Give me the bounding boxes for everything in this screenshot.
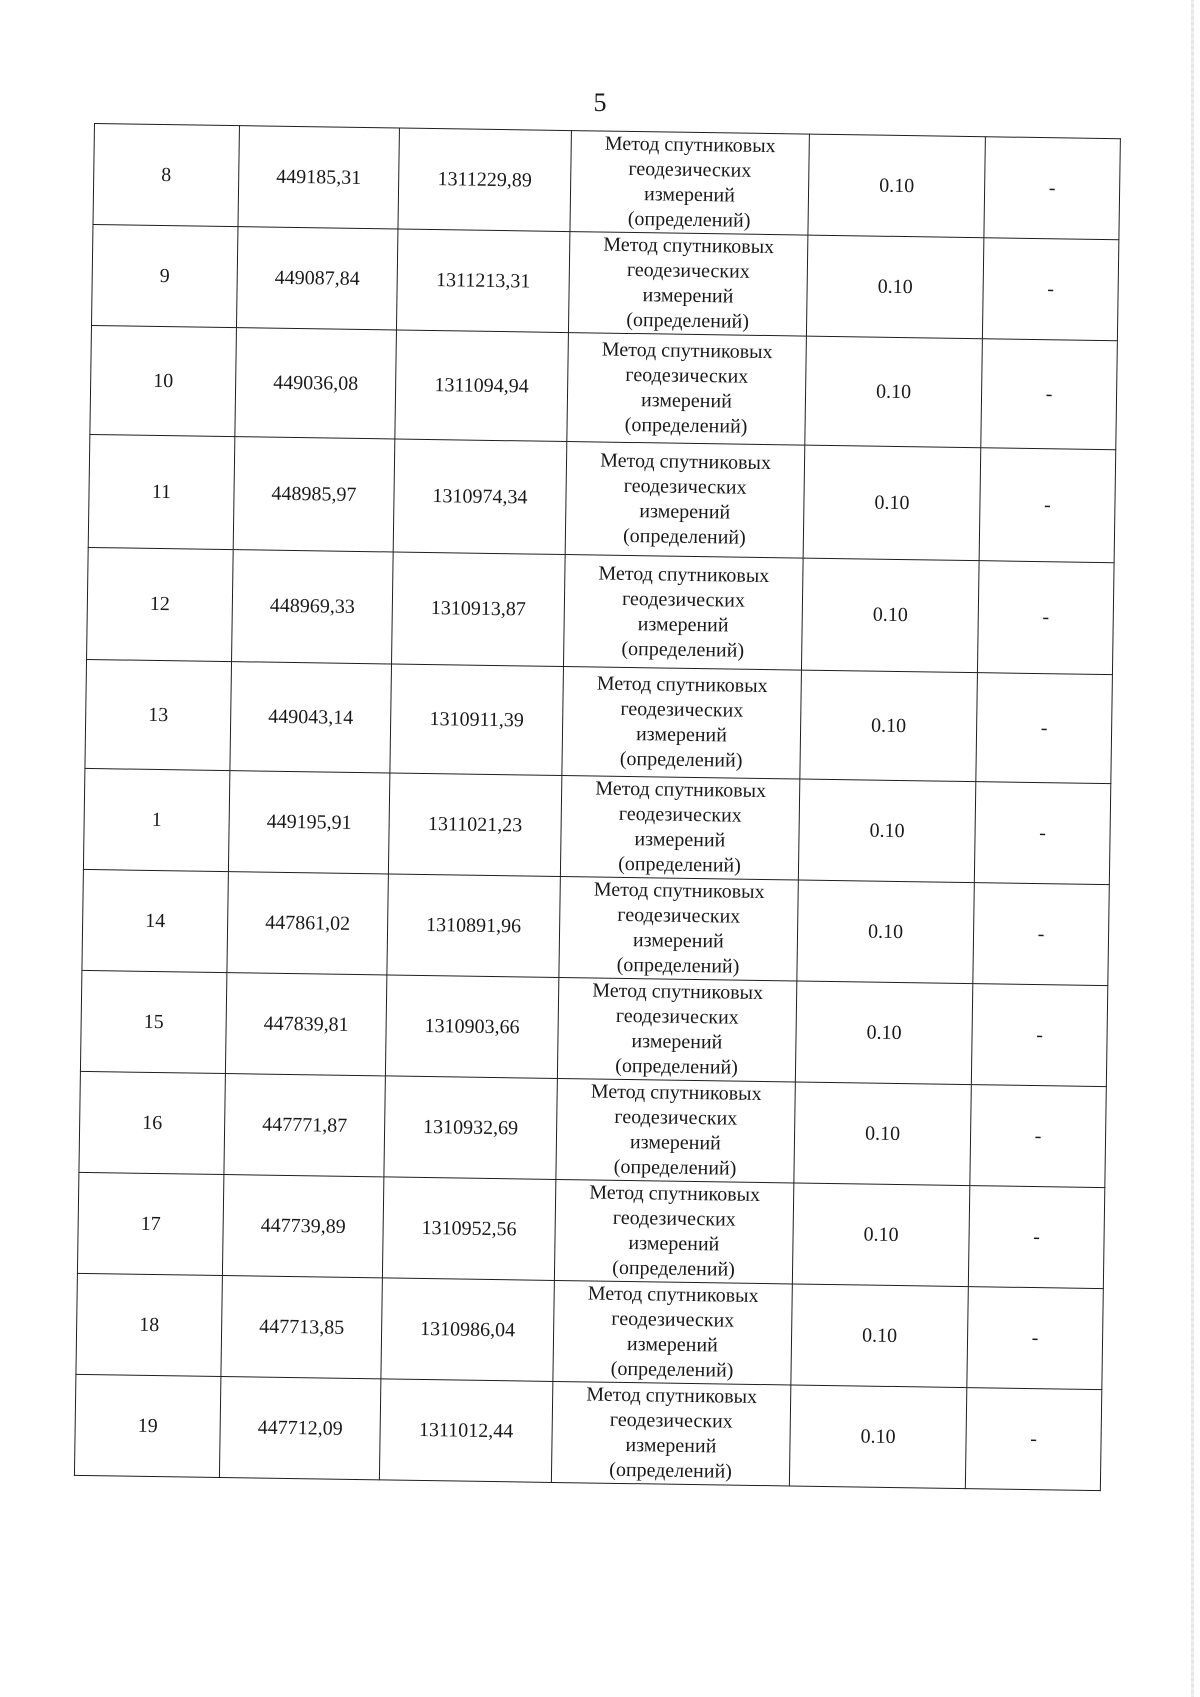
method-cell bbox=[553, 1280, 792, 1385]
accuracy-cell: 0.10 bbox=[791, 1284, 968, 1388]
method-line: Метод спутниковых bbox=[604, 132, 776, 158]
accuracy-cell: 0.10 bbox=[800, 670, 978, 782]
x-coordinate-cell: 449036,08 bbox=[235, 328, 397, 439]
method-line: измерений bbox=[628, 1232, 720, 1256]
y-coordinate-cell: 1310913,87 bbox=[392, 552, 566, 667]
method-line: геодезических bbox=[609, 1408, 733, 1433]
coordinates-table bbox=[74, 123, 1121, 1491]
method-line: измерений bbox=[639, 500, 731, 524]
method-line: Метод спутниковых bbox=[596, 672, 768, 698]
method-cell bbox=[565, 442, 805, 559]
accuracy-cell: 0.10 bbox=[794, 1082, 971, 1186]
point-number-cell: 11 bbox=[88, 434, 235, 549]
method-cell bbox=[551, 1381, 790, 1486]
point-number-cell: 16 bbox=[79, 1071, 225, 1174]
extra-info-cell: - bbox=[971, 984, 1107, 1087]
table-row bbox=[93, 124, 1120, 240]
accuracy-cell: 0.10 bbox=[806, 235, 983, 339]
point-number-cell: 17 bbox=[77, 1172, 223, 1275]
accuracy-cell: 0.10 bbox=[797, 880, 974, 984]
method-line: измерений bbox=[632, 929, 725, 953]
point-number-cell: 9 bbox=[91, 224, 237, 327]
method-line: геодезических bbox=[626, 258, 750, 283]
method-line: Метод спутниковых bbox=[590, 1080, 762, 1106]
y-coordinate-cell: 1310986,04 bbox=[381, 1278, 554, 1382]
accuracy-cell: 0.10 bbox=[805, 336, 983, 448]
y-coordinate-cell: 1311012,44 bbox=[379, 1379, 552, 1483]
x-coordinate-cell: 447839,81 bbox=[225, 973, 386, 1076]
method-line: измерений bbox=[625, 1434, 717, 1458]
method-line: измерений bbox=[634, 828, 726, 852]
table-row bbox=[77, 1172, 1104, 1288]
extra-info-cell: - bbox=[974, 782, 1110, 885]
point-number-cell: 14 bbox=[82, 869, 228, 972]
method-line: (определений) bbox=[619, 747, 743, 772]
extra-info-cell: - bbox=[981, 339, 1118, 450]
coordinates-table-body bbox=[74, 124, 1120, 1491]
accuracy-cell: 0.10 bbox=[789, 1385, 966, 1489]
accuracy-cell: 0.10 bbox=[808, 134, 985, 238]
point-number-cell: 18 bbox=[76, 1273, 222, 1376]
table-row bbox=[79, 1071, 1106, 1187]
x-coordinate-cell: 447771,87 bbox=[224, 1074, 385, 1177]
extra-info-cell: - bbox=[967, 1287, 1103, 1390]
point-number-cell: 12 bbox=[87, 547, 234, 661]
method-line: измерений bbox=[629, 1131, 722, 1155]
table-row bbox=[80, 970, 1107, 1086]
method-line: (определений) bbox=[610, 1357, 734, 1382]
y-coordinate-cell: 1310903,66 bbox=[385, 975, 558, 1079]
method-line: (определений) bbox=[626, 308, 750, 333]
method-line: Метод спутниковых bbox=[587, 1282, 759, 1307]
y-coordinate-cell: 1310952,56 bbox=[382, 1177, 555, 1281]
extra-info-cell: - bbox=[970, 1085, 1106, 1188]
method-line: измерений bbox=[640, 389, 733, 413]
x-coordinate-cell: 447861,02 bbox=[227, 872, 388, 975]
x-coordinate-cell: 447713,85 bbox=[221, 1276, 382, 1379]
method-line: Метод спутниковых bbox=[598, 562, 770, 587]
method-line: Метод спутниковых bbox=[603, 233, 775, 259]
method-cell bbox=[567, 333, 807, 446]
point-number-cell: 13 bbox=[85, 659, 232, 770]
method-line: геодезических bbox=[620, 697, 744, 722]
table-row bbox=[87, 547, 1115, 674]
table-row bbox=[85, 659, 1113, 783]
table-row bbox=[91, 224, 1118, 340]
extra-info-cell: - bbox=[973, 883, 1109, 986]
accuracy-cell: 0.10 bbox=[795, 981, 972, 1085]
table-row bbox=[90, 325, 1118, 449]
method-cell bbox=[570, 131, 809, 236]
method-cell bbox=[559, 877, 798, 982]
method-line: Метод спутниковых bbox=[592, 979, 764, 1005]
method-line: (определений) bbox=[618, 852, 742, 877]
y-coordinate-cell: 1310932,69 bbox=[384, 1076, 557, 1180]
point-number-cell: 15 bbox=[80, 970, 226, 1073]
method-line: измерений bbox=[631, 1030, 723, 1054]
point-number-cell: 19 bbox=[74, 1374, 220, 1477]
method-line: (определений) bbox=[616, 953, 740, 978]
method-line: (определений) bbox=[609, 1458, 733, 1483]
table-row bbox=[76, 1273, 1103, 1389]
extra-info-cell: - bbox=[968, 1186, 1104, 1289]
method-line: измерений bbox=[643, 183, 736, 207]
method-line: геодезических bbox=[621, 587, 746, 612]
method-line: геодезических bbox=[611, 1307, 735, 1332]
accuracy-cell: 0.10 bbox=[801, 558, 979, 673]
method-line: геодезических bbox=[618, 802, 742, 827]
y-coordinate-cell: 1310974,34 bbox=[393, 439, 567, 555]
method-line: (определений) bbox=[622, 524, 746, 549]
point-number-cell: 1 bbox=[83, 768, 229, 871]
method-line: измерений bbox=[642, 284, 734, 308]
x-coordinate-cell: 447739,89 bbox=[222, 1175, 383, 1278]
method-line: геодезических bbox=[615, 1004, 739, 1029]
method-cell bbox=[560, 776, 799, 881]
table-row bbox=[82, 869, 1109, 985]
method-line: (определений) bbox=[615, 1054, 739, 1079]
x-coordinate-cell: 449087,84 bbox=[236, 227, 397, 330]
y-coordinate-cell: 1310911,39 bbox=[390, 664, 564, 776]
point-number-cell: 8 bbox=[93, 124, 239, 227]
method-cell bbox=[562, 667, 802, 780]
method-line: геодезических bbox=[612, 1206, 736, 1231]
method-cell bbox=[556, 1078, 795, 1183]
table-row bbox=[88, 434, 1116, 562]
extra-info-cell: - bbox=[984, 137, 1120, 240]
x-coordinate-cell: 449195,91 bbox=[228, 771, 389, 874]
method-line: геодезических bbox=[628, 157, 752, 182]
y-coordinate-cell: 1311229,89 bbox=[398, 128, 571, 232]
table-row bbox=[83, 768, 1110, 884]
extra-info-cell: - bbox=[982, 238, 1118, 341]
method-line: (определений) bbox=[613, 1155, 737, 1180]
extra-info-cell: - bbox=[979, 448, 1116, 563]
accuracy-cell: 0.10 bbox=[792, 1183, 969, 1287]
y-coordinate-cell: 1311094,94 bbox=[395, 330, 569, 442]
method-line: геодезических bbox=[617, 903, 741, 928]
method-line: (определений) bbox=[612, 1256, 736, 1281]
page-number: 5 bbox=[593, 88, 607, 117]
y-coordinate-cell: 1310891,96 bbox=[387, 874, 560, 978]
method-line: (определений) bbox=[621, 637, 745, 662]
point-number-cell: 10 bbox=[90, 325, 237, 436]
coordinates-table-wrapper bbox=[74, 123, 1120, 1491]
y-coordinate-cell: 1311213,31 bbox=[396, 229, 569, 333]
x-coordinate-cell: 449043,14 bbox=[230, 662, 392, 773]
scan-edge-artifact bbox=[1191, 0, 1194, 1697]
extra-info-cell: - bbox=[965, 1388, 1101, 1491]
method-line: геодезических bbox=[623, 474, 747, 499]
method-cell bbox=[554, 1179, 793, 1284]
method-line: (определений) bbox=[624, 413, 748, 438]
method-line: измерений bbox=[637, 612, 729, 636]
x-coordinate-cell: 449185,31 bbox=[238, 126, 399, 229]
x-coordinate-cell: 448985,97 bbox=[233, 437, 395, 552]
method-line: Метод спутниковых bbox=[589, 1181, 761, 1206]
method-line: измерений bbox=[626, 1333, 719, 1357]
x-coordinate-cell: 448969,33 bbox=[232, 550, 394, 664]
method-cell bbox=[557, 977, 796, 1082]
method-line: Метод спутниковых bbox=[601, 338, 773, 364]
method-line: измерений bbox=[635, 723, 728, 747]
method-cell bbox=[563, 555, 803, 671]
table-row bbox=[74, 1374, 1101, 1490]
method-line: Метод спутниковых bbox=[586, 1383, 758, 1408]
y-coordinate-cell: 1311021,23 bbox=[388, 773, 561, 877]
extra-info-cell: - bbox=[977, 561, 1114, 675]
method-line: Метод спутниковых bbox=[593, 878, 765, 904]
method-line: геодезических bbox=[614, 1105, 738, 1130]
accuracy-cell: 0.10 bbox=[798, 779, 975, 883]
method-line: (определений) bbox=[627, 207, 751, 232]
method-line: Метод спутниковых bbox=[599, 449, 772, 475]
method-cell bbox=[568, 232, 807, 337]
method-line: геодезических bbox=[625, 363, 749, 388]
extra-info-cell: - bbox=[976, 673, 1113, 784]
method-line: Метод спутниковых bbox=[595, 777, 767, 803]
x-coordinate-cell: 447712,09 bbox=[219, 1377, 380, 1480]
accuracy-cell: 0.10 bbox=[803, 445, 981, 561]
